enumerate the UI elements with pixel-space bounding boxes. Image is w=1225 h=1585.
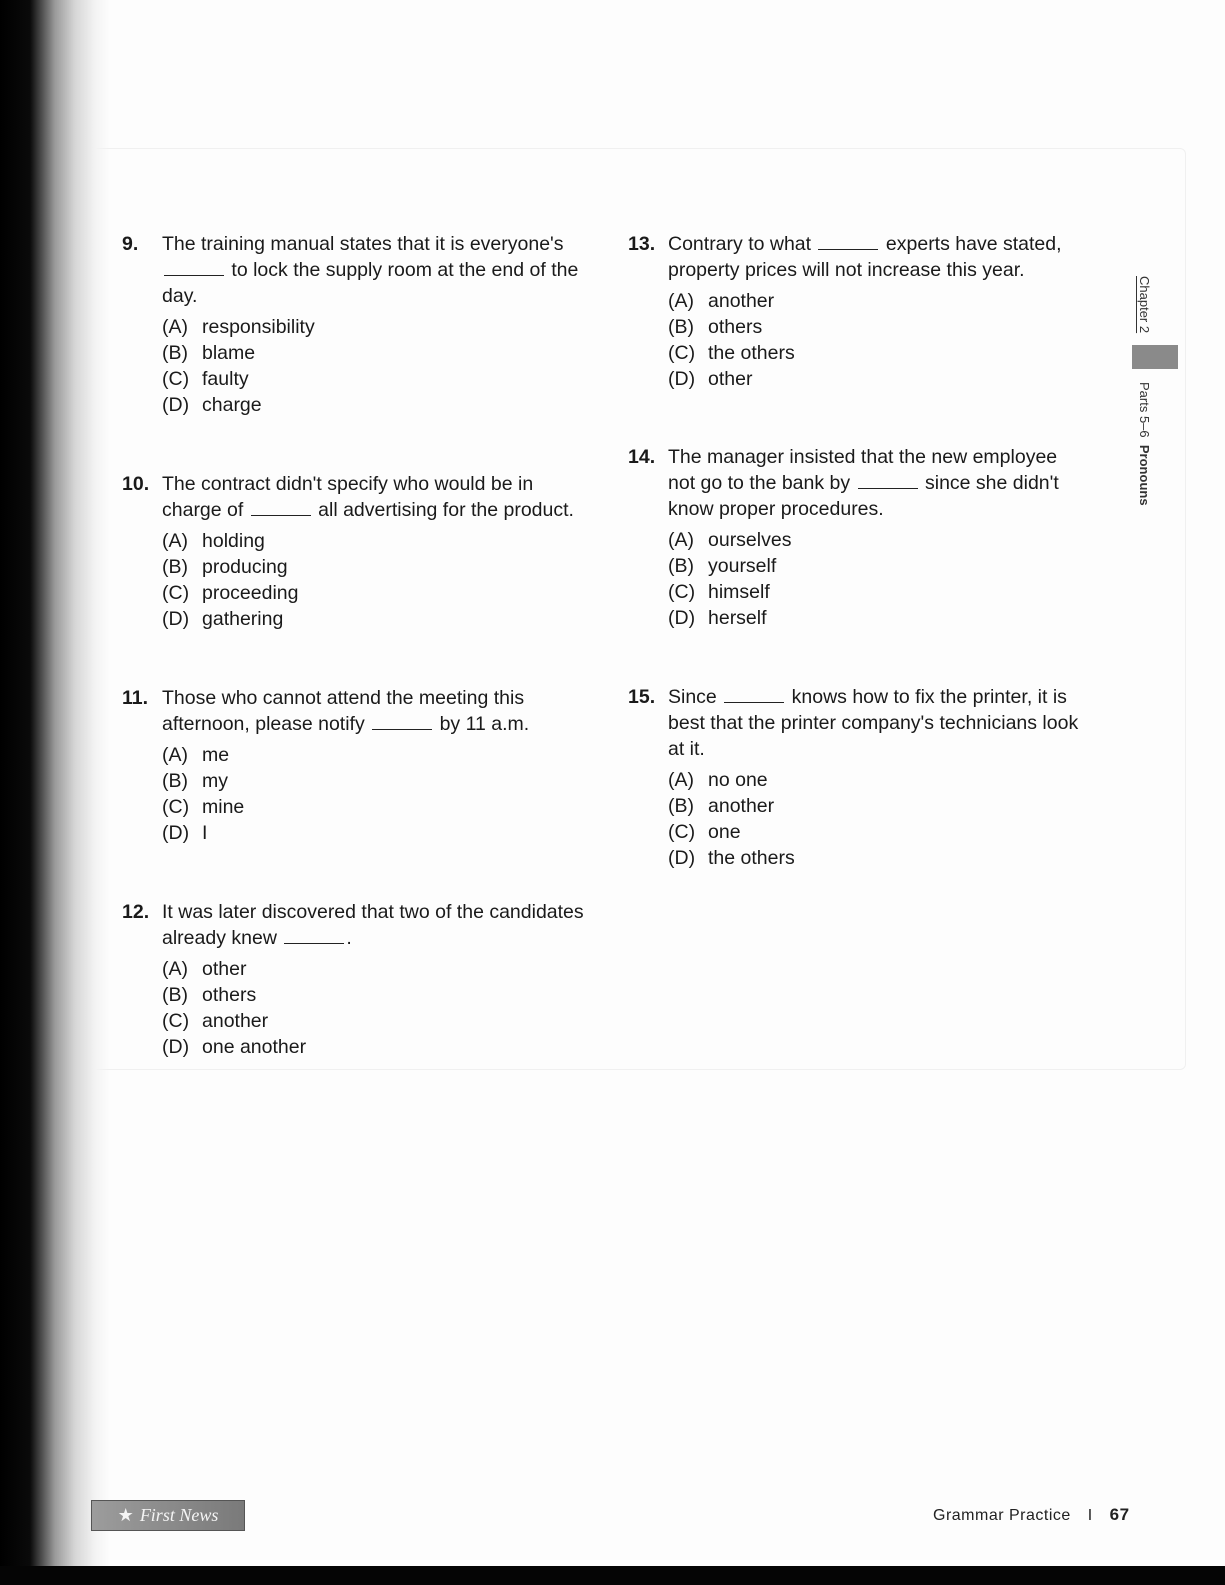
question-stem: Those who cannot attend the meeting this afternoon, please notify by 11 a.m. bbox=[162, 687, 530, 735]
question-stem: It was later discovered that two of the candidates already knew . bbox=[162, 901, 584, 949]
option-a[interactable]: (A) responsibility bbox=[162, 316, 315, 338]
option-a[interactable]: (A) ourselves bbox=[668, 529, 792, 551]
question-number: 13. bbox=[628, 233, 656, 255]
question-stem: The contract didn't specify who would be in charge of all advertising for the product. bbox=[162, 473, 574, 521]
answer-options bbox=[162, 742, 592, 846]
option-d[interactable]: (D) one another bbox=[162, 1036, 307, 1058]
option-a[interactable]: (A) holding bbox=[162, 530, 265, 552]
option-d[interactable]: (D) charge bbox=[162, 394, 262, 416]
answer-blank bbox=[372, 712, 432, 730]
scan-bottom-edge bbox=[0, 1566, 1225, 1585]
page-number: 67 bbox=[1109, 1505, 1130, 1524]
answer-blank bbox=[724, 685, 784, 703]
question-9 bbox=[122, 231, 592, 418]
question-15 bbox=[628, 684, 1088, 871]
option-a[interactable]: (A) me bbox=[162, 744, 230, 766]
answer-options bbox=[162, 314, 592, 418]
question-stem: The training manual states that it is everyone's to lock the supply room at the end of the day. bbox=[162, 233, 579, 307]
option-c[interactable]: (C) the others bbox=[668, 342, 795, 364]
question-14 bbox=[628, 444, 1088, 631]
topic-label: Pronouns bbox=[1137, 444, 1152, 506]
question-10 bbox=[122, 471, 592, 632]
star-icon: ★ bbox=[117, 1505, 134, 1525]
footer-separator: I bbox=[1087, 1507, 1093, 1524]
option-a[interactable]: (A) no one bbox=[668, 769, 768, 791]
answer-options bbox=[668, 527, 1088, 631]
option-c[interactable]: (C) faulty bbox=[162, 368, 249, 390]
answer-blank bbox=[251, 498, 311, 516]
question-number: 10. bbox=[122, 473, 150, 495]
answer-options bbox=[162, 956, 592, 1060]
option-a[interactable]: (A) another bbox=[668, 290, 775, 312]
option-d[interactable]: (D) I bbox=[162, 822, 208, 844]
option-d[interactable]: (D) the others bbox=[668, 847, 795, 869]
answer-options bbox=[668, 288, 1088, 392]
scan-left-edge bbox=[0, 0, 110, 1585]
option-d[interactable]: (D) herself bbox=[668, 607, 767, 629]
option-a[interactable]: (A) other bbox=[162, 958, 247, 980]
option-c[interactable]: (C) mine bbox=[162, 796, 245, 818]
question-number: 12. bbox=[122, 901, 150, 923]
answer-options bbox=[162, 528, 592, 632]
question-number: 14. bbox=[628, 446, 656, 468]
option-b[interactable]: (B) another bbox=[668, 795, 775, 817]
option-b[interactable]: (B) others bbox=[668, 316, 763, 338]
chapter-label: Chapter 2 bbox=[1137, 276, 1152, 334]
answer-blank bbox=[858, 471, 918, 489]
option-d[interactable]: (D) gathering bbox=[162, 608, 284, 630]
question-stem: The manager insisted that the new employee not go to the bank by since she didn't know proper procedures. bbox=[668, 446, 1059, 520]
logo-text: First News bbox=[139, 1505, 219, 1525]
book-title: Grammar Practice bbox=[933, 1507, 1071, 1524]
question-number: 15. bbox=[628, 686, 656, 708]
question-number: 9. bbox=[122, 233, 139, 255]
option-c[interactable]: (C) one bbox=[668, 821, 741, 843]
question-stem: Since knows how to fix the printer, it is best that the printer company's technicians look at it. bbox=[668, 686, 1079, 760]
option-b[interactable]: (B) yourself bbox=[668, 555, 777, 577]
question-number: 11. bbox=[122, 687, 149, 709]
answer-blank bbox=[164, 258, 224, 276]
answer-options bbox=[668, 767, 1088, 871]
option-b[interactable]: (B) producing bbox=[162, 556, 288, 578]
option-b[interactable]: (B) my bbox=[162, 770, 228, 792]
option-c[interactable]: (C) proceeding bbox=[162, 582, 299, 604]
question-12 bbox=[122, 899, 592, 1060]
answer-blank bbox=[818, 232, 878, 250]
section-label bbox=[1137, 382, 1152, 506]
option-c[interactable]: (C) another bbox=[162, 1010, 269, 1032]
page-footer bbox=[933, 1505, 1130, 1525]
answer-blank bbox=[284, 926, 344, 944]
parts-label: Parts 5–6 bbox=[1137, 382, 1152, 438]
chapter-tab-marker bbox=[1132, 345, 1178, 369]
option-c[interactable]: (C) himself bbox=[668, 581, 770, 603]
question-stem: Contrary to what experts have stated, property prices will not increase this year. bbox=[668, 233, 1062, 281]
question-11 bbox=[122, 685, 592, 846]
option-d[interactable]: (D) other bbox=[668, 368, 753, 390]
option-b[interactable]: (B) blame bbox=[162, 342, 256, 364]
option-b[interactable]: (B) others bbox=[162, 984, 257, 1006]
question-13 bbox=[628, 231, 1088, 392]
publisher-logo bbox=[91, 1500, 245, 1531]
